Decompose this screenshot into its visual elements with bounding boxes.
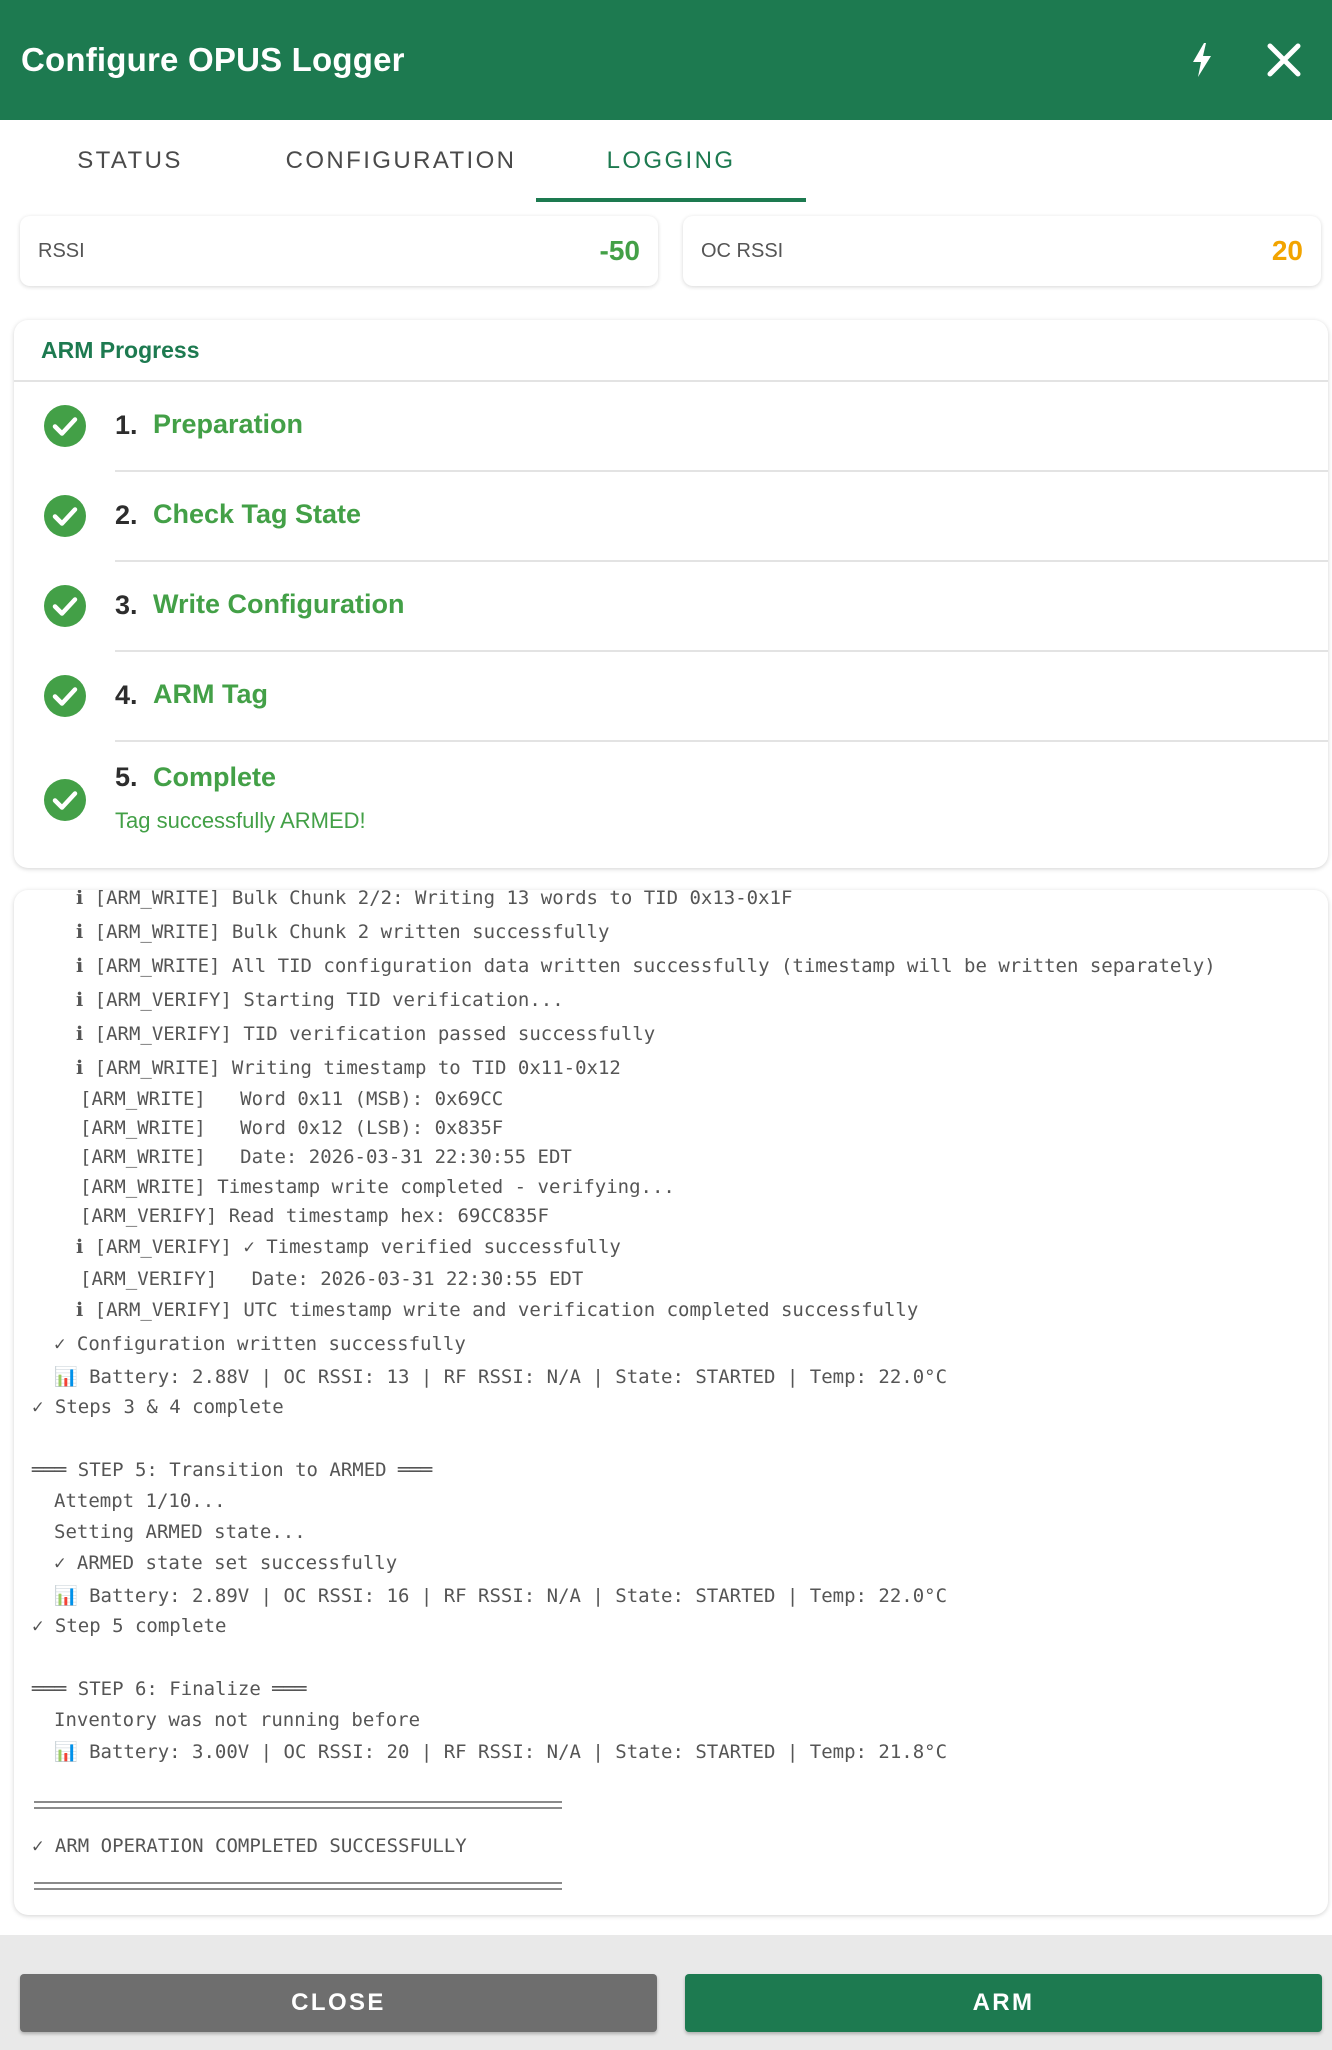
app-header (0, 0, 1332, 120)
log-line: [ARM_VERIFY] Read timestamp hex: 69CC835F (80, 1205, 549, 1227)
log-line: ℹ [ARM_WRITE] Bulk Chunk 2 written successfully (76, 921, 610, 943)
log-line: [ARM_WRITE] Timestamp write completed - verifying... (80, 1176, 675, 1198)
log-line: ═══ STEP 5: Transition to ARMED ═══ (32, 1459, 433, 1481)
logging-panel (0, 202, 1332, 1935)
tab-configuration[interactable]: CONFIGURATION (285, 147, 517, 174)
tab-status[interactable]: STATUS (77, 147, 183, 174)
progress-step (14, 382, 1328, 472)
arm-button[interactable]: ARM (685, 1974, 1322, 2032)
rssi-label: RSSI (38, 239, 85, 262)
check-circle-icon (44, 779, 86, 821)
log-line: 📊 Battery: 2.88V | OC RSSI: 13 | RF RSSI: N/A | State: STARTED | Temp: 22.0°C (54, 1366, 948, 1388)
step-subtitle: Tag successfully ARMED! (115, 808, 366, 833)
log-line: ℹ [ARM_VERIFY] Starting TID verification... (76, 989, 564, 1011)
check-circle-icon (44, 495, 86, 537)
log-line: ✓ Step 5 complete (32, 1615, 227, 1637)
check-circle-icon (44, 675, 86, 717)
divider (34, 1882, 562, 1890)
progress-step (14, 652, 1328, 742)
rssi-value: -50 (599, 235, 640, 266)
close-button[interactable]: CLOSE (20, 1974, 657, 2032)
flash-icon[interactable] (1172, 30, 1232, 90)
log-line: 📊 Battery: 2.89V | OC RSSI: 16 | RF RSSI: N/A | State: STARTED | Temp: 22.0°C (54, 1585, 948, 1607)
check-circle-icon (44, 585, 86, 627)
oc-rssi-value: 20 (1271, 235, 1303, 266)
log-line: ℹ [ARM_WRITE] Writing timestamp to TID 0x11-0x12 (76, 1057, 621, 1079)
log-line: [ARM_WRITE] Word 0x11 (MSB): 0x69CC (80, 1088, 504, 1110)
step-name: Preparation (153, 409, 304, 439)
log-line: Setting ARMED state... (54, 1521, 306, 1543)
log-line: ═══ STEP 6: Finalize ═══ (32, 1678, 307, 1700)
log-line: ✓ Steps 3 & 4 complete (32, 1396, 284, 1418)
log-line: Attempt 1/10... (54, 1490, 226, 1512)
log-line: ℹ [ARM_VERIFY] TID verification passed successfully (76, 1023, 656, 1045)
step-number: 1. (115, 410, 138, 440)
log-line: Inventory was not running before (54, 1709, 421, 1731)
step-number: 3. (115, 590, 138, 620)
log-line: ℹ [ARM_VERIFY] UTC timestamp write and verification completed successfully (76, 1299, 919, 1321)
log-line: ℹ [ARM_WRITE] All TID configuration data written successfully (timestamp will be written separately) (76, 955, 1216, 977)
log-line: 📊 Battery: 3.00V | OC RSSI: 20 | RF RSSI: N/A | State: STARTED | Temp: 21.8°C (54, 1741, 948, 1763)
log-line: [ARM_VERIFY] Date: 2026-03-31 22:30:55 EDT (80, 1268, 584, 1290)
close-icon[interactable] (1254, 30, 1314, 90)
tab-logging[interactable]: LOGGING (536, 120, 806, 202)
step-number: 4. (115, 680, 138, 710)
log-line: [ARM_WRITE] Word 0x12 (LSB): 0x835F (80, 1117, 504, 1139)
check-circle-icon (44, 405, 86, 447)
log-line: ℹ [ARM_WRITE] Bulk Chunk 2/2: Writing 13 words to TID 0x13-0x1F (76, 890, 793, 909)
log-line: ✓ ARMED state set successfully (54, 1552, 398, 1574)
divider (34, 1801, 562, 1809)
progress-step (14, 562, 1328, 652)
log-line: ℹ [ARM_VERIFY] ✓ Timestamp verified successfully (76, 1236, 621, 1258)
dialog-title: Configure OPUS Logger (21, 41, 405, 78)
log-console[interactable] (14, 890, 1328, 1915)
step-name: Write Configuration (153, 589, 405, 619)
log-line: ✓ ARM OPERATION COMPLETED SUCCESSFULLY (32, 1835, 467, 1857)
action-bar (0, 1935, 1332, 2050)
tab-bar (0, 120, 1332, 202)
oc-rssi-card (683, 216, 1321, 286)
step-name: Check Tag State (153, 499, 362, 529)
step-number: 5. (115, 762, 138, 792)
arm-progress-card (14, 320, 1328, 868)
arm-progress-title: ARM Progress (14, 320, 1328, 382)
log-line: ✓ Configuration written successfully (54, 1333, 466, 1355)
progress-step (14, 472, 1328, 562)
rssi-card (20, 216, 658, 286)
progress-step (14, 742, 1328, 862)
log-line: [ARM_WRITE] Date: 2026-03-31 22:30:55 EDT (80, 1146, 572, 1168)
step-name: Complete (153, 762, 277, 792)
step-name: ARM Tag (153, 679, 268, 709)
step-number: 2. (115, 500, 138, 530)
oc-rssi-label: OC RSSI (701, 239, 784, 262)
